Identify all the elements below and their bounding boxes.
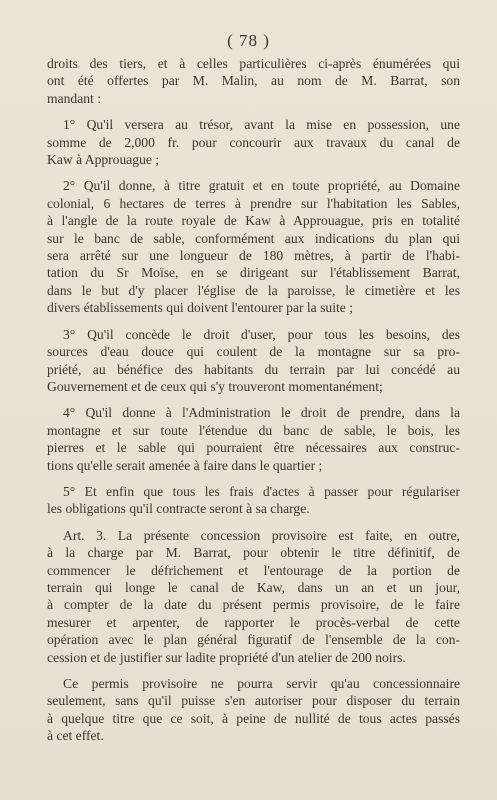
text-line: montagne et sur toute l'étendue du banc de sable, le bois, les: [47, 422, 460, 438]
page-number: ( 78 ): [227, 31, 270, 50]
text-line: sur le banc de sable, conformément aux indications du plan qui: [47, 230, 460, 246]
text-line: opération avec le plan général figuratif de l'ensemble de la con-: [47, 632, 460, 648]
text-line: Art. 3. La présente concession provisoire est faite, en outre,: [63, 527, 460, 543]
paragraph: [47, 326, 460, 396]
text-line: dans le but d'y placer l'église de la paroisse, le cimetière et les: [47, 282, 460, 298]
text-line: à compter de la date du présent permis provisoire, de le faire: [47, 597, 460, 613]
paragraph: [47, 177, 460, 316]
paragraph: [47, 675, 460, 745]
text-line: les obligations qu'il contracte seront à sa charge.: [47, 501, 310, 517]
text-line: sera arrêté sur une longueur de 180 mètres, à partir de l'habi-: [47, 248, 460, 264]
text-line: à quelque titre que ce soit, à peine de nullité de tous actes passés: [47, 710, 460, 726]
paragraph: [47, 404, 460, 474]
text-line: terrain qui longe le canal de Kaw, dans un an et un jour,: [47, 579, 460, 595]
text-line: droits des tiers, et à celles particulières ci-après énumérées qui: [47, 56, 460, 71]
text-line: 3° Qu'il concède le droit d'user, pour tous les besoins, des: [63, 326, 460, 342]
text-line: 5° Et enfin que tous les frais d'actes à passer pour régulariser: [63, 483, 460, 499]
text-line: Gouvernement et de ceux qui s'y trouveront momentanément;: [47, 378, 383, 394]
paragraph: [47, 55, 460, 107]
text-line: à la charge par M. Barrat, pour obtenir le titre définitif, de: [47, 545, 460, 561]
text-line: pierres et le sable qui pourraient être nécessaires aux construc-: [47, 440, 460, 456]
text-line: priété, au bénéfice des habitants du terrain par lui concédé au: [47, 361, 460, 377]
text-line: ont été offertes par M. Malin, au nom de M. Barrat, son: [47, 73, 460, 89]
text-line: 4° Qu'il donne à l'Administration le droit de prendre, dans la: [63, 405, 460, 421]
text-line: à cet effet.: [47, 728, 104, 744]
body-text: [47, 55, 460, 754]
text-line: sources d'eau douce qui coulent de la montagne sur sa pro-: [47, 344, 460, 360]
text-line: Kaw à Approuague ;: [47, 152, 160, 168]
text-line: cession et de justifier sur ladite propriété d'un atelier de 200 noirs.: [47, 649, 406, 665]
text-line: commencer le défrichement et l'entourage de la portion de: [47, 562, 460, 578]
text-line: divers établissements qui doivent l'entourer par la suite ;: [47, 300, 353, 316]
text-line: 1° Qu'il versera au trésor, avant la mise en possession, une: [63, 117, 460, 133]
text-line: 2° Qu'il donne, à titre gratuit et en toute propriété, au Domaine: [63, 178, 460, 194]
text-line: tions qu'elle serait amenée à faire dans le quartier ;: [47, 457, 323, 473]
text-line: Ce permis provisoire ne pourra servir qu'au concessionnaire: [63, 676, 460, 691]
text-line: seulement, sans qu'il puisse s'en autoriser pour disposer du terrain: [47, 693, 460, 709]
text-line: mesurer et arpenter, de rapporter le procès-verbal de cette: [47, 614, 460, 630]
paragraph: [47, 116, 460, 168]
paragraph: [47, 483, 460, 518]
text-line: mandant :: [47, 90, 101, 106]
text-line: tation du Sr Moïse, en se dirigeant sur l'établissement Barrat,: [47, 265, 460, 281]
paragraph: [47, 527, 460, 666]
text-line: colonial, 6 hectares de terres à prendre sur l'habitation les Sables,: [47, 195, 460, 211]
text-line: somme de 2,000 fr. pour concourir aux travaux du canal de: [47, 134, 460, 150]
text-line: à l'angle de la route royale de Kaw à Approuague, pris en totalité: [47, 213, 460, 229]
